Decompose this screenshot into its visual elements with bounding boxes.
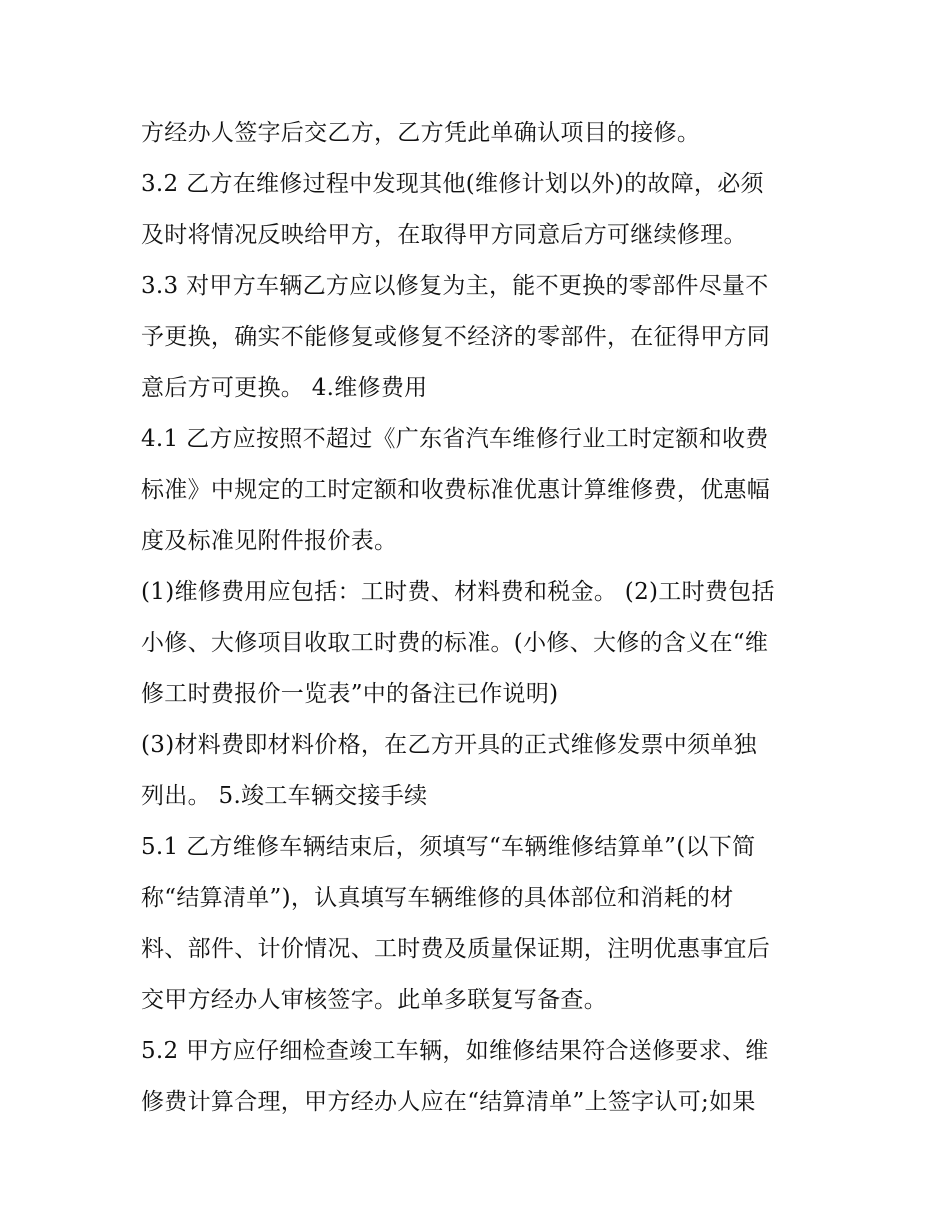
text-line: 修费计算合理，甲方经办人应在“结算清单”上签字认可;如果 [141,1089,756,1115]
text-line: (1)维修费用应包括：工时费、材料费和税金。 (2)工时费包括 [141,579,775,605]
text-line: 及时将情况反映给甲方，在取得甲方同意后方可继续修理。 [141,222,747,248]
text-line: 标准》中规定的工时定额和收费标准优惠计算维修费，优惠幅 [141,477,771,503]
text-line: 称“结算清单”)，认真填写车辆维修的具体部位和消耗的材 [141,885,734,911]
text-line: 4.1 乙方应按照不超过《广东省汽车维修行业工时定额和收费 [141,426,769,452]
text-line: 方经办人签字后交乙方，乙方凭此单确认项目的接修。 [141,120,701,146]
text-line: 交甲方经办人审核签字。此单多联复写备查。 [141,987,607,1013]
text-line: 3.3 对甲方车辆乙方应以修复为主，能不更换的零部件尽量不 [141,273,769,299]
text-line: 5.1 乙方维修车辆结束后，须填写“车辆维修结算单”(以下简 [141,834,756,860]
text-line: 料、部件、计价情况、工时费及质量保证期，注明优惠事宜后 [141,936,771,962]
text-line: 予更换，确实不能修复或修复不经济的零部件，在征得甲方同 [141,324,771,350]
text-line: 度及标准见附件报价表。 [141,528,398,554]
text-line: 意后方可更换。 4.维修费用 [141,375,428,401]
contract-text [141,108,841,1128]
text-line: 5.2 甲方应仔细检查竣工车辆，如维修结果符合送修要求、维 [141,1038,769,1064]
text-line: (3)材料费即材料价格，在乙方开具的正式维修发票中须单独 [141,732,757,758]
text-line: 3.2 乙方在维修过程中发现其他(维修计划以外)的故障，必须 [141,171,764,197]
text-line: 列出。 5.竣工车辆交接手续 [141,783,428,809]
text-line: 小修、大修项目收取工时费的标准。(小修、大修的含义在“维 [141,630,769,656]
text-line: 修工时费报价一览表”中的备注已作说明) [141,681,559,707]
